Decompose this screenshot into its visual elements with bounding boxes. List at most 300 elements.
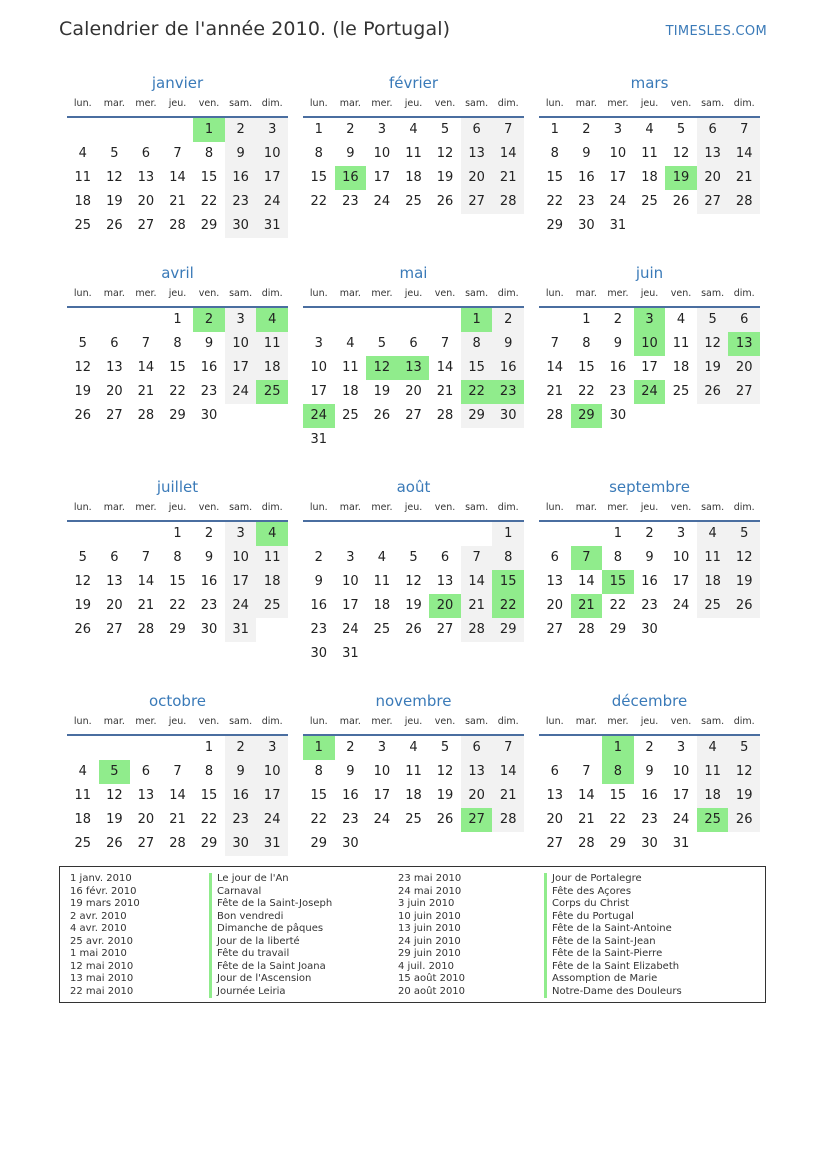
day-cell: 25 [641,194,658,209]
day-cell: 4 [409,122,418,137]
empty-cell [398,308,430,332]
day-cell: 9 [582,146,591,161]
day-cell: 3 [377,740,387,755]
month-name: décembre [611,692,688,710]
days-grid [303,118,524,214]
day-cell: 15 [546,170,564,185]
day-cell: 29 [609,836,627,851]
weekday-label: sam. [229,502,253,513]
day-cell: 2 [204,526,214,541]
empty-cell [335,522,367,546]
day-cell: 24 [672,812,690,827]
day-cell: 27 [546,622,564,637]
day-cell: 5 [377,336,387,351]
day-cell: 14 [578,788,595,803]
holiday-day-cell: 29 [571,404,603,428]
holiday-day-cell: 12 [366,356,398,380]
day-cell: 27 [461,190,493,214]
day-cell: 12 [74,360,92,375]
day-cell: 19 [373,384,391,399]
day-cell: 5 [409,550,418,565]
weekday-label: jeu. [168,288,187,299]
day-cell: 12 [436,146,454,161]
day-cell: 24 [609,194,627,209]
weekday-label: sam. [701,502,725,513]
day-cell: 15 [310,170,328,185]
day-cell: 16 [225,166,257,190]
day-cell: 2 [225,118,257,142]
weekday-header [303,712,524,736]
day-cell: 16 [641,574,658,589]
day-cell: 4 [676,312,686,327]
day-cell: 22 [169,384,186,399]
day-cell: 6 [550,550,559,565]
weekday-label: mar. [575,288,597,299]
weekday-header [539,498,760,522]
weekday-label: dim. [497,98,519,109]
day-cell: 27 [137,836,155,851]
holiday-day-cell: 27 [461,808,493,832]
weekday-label: ven. [198,716,220,727]
weekday-label: dim. [733,502,755,513]
holiday-day-cell: 4 [256,522,288,546]
day-cell: 25 [74,218,92,233]
day-cell: 24 [225,380,257,404]
month-name: août [396,478,431,496]
holiday-day-cell: 15 [492,570,524,594]
day-cell: 29 [200,218,218,233]
weekday-label: lun. [309,502,328,513]
day-cell: 20 [728,356,760,380]
day-cell: 19 [728,570,760,594]
weekday-label: sam. [701,98,725,109]
day-cell: 26 [728,808,760,832]
holiday-day-cell: 5 [99,760,131,784]
month-3 [67,262,288,452]
day-cell: 16 [578,170,595,185]
day-cell: 17 [373,170,391,185]
day-cell: 17 [225,356,257,380]
empty-cell [67,736,99,760]
day-cell: 16 [310,598,328,613]
day-cell: 17 [256,166,288,190]
day-cell: 31 [672,836,690,851]
holiday-date: 1 janv. 2010 [70,873,132,884]
month-9 [67,690,288,856]
day-cell: 9 [225,142,257,166]
holiday-name: Fête du Portugal [544,911,682,924]
day-cell: 28 [492,808,524,832]
day-cell: 29 [169,622,186,637]
holiday-name: Fête de la Saint Elizabeth [544,961,682,974]
day-cell: 26 [436,194,454,209]
weekday-label: dim. [261,288,283,299]
month-name: avril [161,264,194,282]
calendar-grid [67,72,760,856]
holiday-day-cell: 20 [429,594,461,618]
weekday-label: sam. [701,716,725,727]
day-cell: 13 [546,574,564,589]
weekday-label: sam. [465,98,489,109]
holiday-day-cell: 7 [571,546,603,570]
month-5 [539,262,760,452]
day-cell: 21 [137,598,155,613]
day-cell: 19 [728,784,760,808]
day-cell: 19 [74,384,92,399]
day-cell: 26 [74,622,92,637]
page-title: Calendrier de l'année 2010. (le Portugal) [59,18,451,40]
day-cell: 5 [78,550,87,565]
day-cell: 1 [204,740,214,755]
holiday-date: 13 mai 2010 [70,973,134,984]
day-cell: 3 [314,336,323,351]
empty-cell [99,308,131,332]
day-cell: 8 [314,764,323,779]
day-cell: 29 [492,618,524,642]
day-cell: 8 [173,550,182,565]
day-cell: 12 [106,170,123,185]
day-cell: 24 [256,190,288,214]
holiday-day-cell: 13 [398,356,430,380]
holiday-name: Bon vendredi [209,911,332,924]
day-cell: 24 [672,598,690,613]
empty-cell [303,522,335,546]
days-grid [539,736,760,856]
empty-cell [99,736,131,760]
holiday-name: Carnaval [209,886,332,899]
day-cell: 18 [74,812,92,827]
day-cell: 14 [169,788,186,803]
day-cell: 10 [373,764,391,779]
day-cell: 1 [314,122,323,137]
day-cell: 24 [256,808,288,832]
day-cell: 28 [728,190,760,214]
empty-cell [571,736,603,760]
holiday-name: Fête de la Saint-Joseph [209,898,332,911]
day-cell: 7 [440,336,450,351]
holiday-day-cell: 3 [634,308,666,332]
day-cell: 12 [697,332,729,356]
day-cell: 6 [461,118,493,142]
holiday-date: 16 févr. 2010 [70,885,137,897]
weekday-header [539,94,760,118]
day-cell: 15 [200,788,218,803]
empty-cell [130,308,162,332]
day-cell: 29 [310,836,328,851]
weekday-label: ven. [434,288,456,299]
weekday-label: mer. [371,716,393,727]
empty-cell [429,308,461,332]
month-4 [303,262,524,452]
empty-cell [303,308,335,332]
day-cell: 12 [405,574,422,589]
day-cell: 25 [405,812,422,827]
day-cell: 13 [137,170,155,185]
month-name: juin [635,264,664,282]
weekday-header [67,94,288,118]
day-cell: 20 [405,384,422,399]
day-cell: 14 [169,170,186,185]
day-cell: 25 [342,408,359,423]
day-cell: 4 [78,146,87,161]
holiday-date: 10 juin 2010 [398,910,461,922]
weekday-label: mar. [339,98,361,109]
day-cell: 21 [578,812,595,827]
day-cell: 15 [578,360,595,375]
day-cell: 2 [645,526,654,541]
day-cell: 5 [676,122,686,137]
holiday-name: Jour de la liberté [209,936,332,949]
day-cell: 30 [200,622,218,637]
day-cell: 14 [728,142,760,166]
holiday-name: Notre-Dame des Douleurs [544,986,682,999]
weekday-label: ven. [434,502,456,513]
day-cell: 15 [200,170,218,185]
day-cell: 6 [728,308,760,332]
day-cell: 9 [346,764,355,779]
day-cell: 23 [609,384,627,399]
day-cell: 7 [141,550,151,565]
holiday-day-cell: 23 [492,380,524,404]
day-cell: 17 [609,170,627,185]
day-cell: 4 [346,336,355,351]
day-cell: 1 [492,522,524,546]
day-cell: 26 [728,594,760,618]
day-cell: 23 [342,812,359,827]
weekday-label: mar. [339,288,361,299]
day-cell: 12 [672,146,690,161]
day-cell: 22 [200,812,218,827]
month-8 [539,476,760,666]
day-cell: 15 [609,788,627,803]
days-grid [303,308,524,452]
day-cell: 21 [169,812,186,827]
day-cell: 25 [256,594,288,618]
day-cell: 7 [492,736,524,760]
weekday-label: mar. [103,288,125,299]
day-cell: 17 [373,788,391,803]
day-cell: 7 [141,336,151,351]
weekday-label: jeu. [168,716,187,727]
holiday-day-cell: 1 [602,736,634,760]
holiday-day-cell: 4 [256,308,288,332]
day-cell: 18 [697,784,729,808]
holiday-day-cell: 22 [492,594,524,618]
day-cell: 4 [409,740,418,755]
day-cell: 2 [314,550,323,565]
day-cell: 27 [137,218,155,233]
day-cell: 11 [697,546,729,570]
day-cell: 10 [310,360,328,375]
day-cell: 3 [377,122,387,137]
month-2 [539,72,760,238]
holiday-date: 15 août 2010 [398,973,466,984]
empty-cell [130,736,162,760]
month-name: février [388,74,439,92]
month-1 [303,72,524,238]
holiday-day-cell: 24 [634,380,666,404]
day-cell: 26 [106,218,123,233]
holiday-day-cell: 13 [728,332,760,356]
weekday-label: jeu. [404,716,423,727]
weekday-label: mar. [575,98,597,109]
day-cell: 2 [346,740,355,755]
day-cell: 14 [436,360,454,375]
day-cell: 27 [546,836,564,851]
day-cell: 19 [106,812,123,827]
day-cell: 17 [256,784,288,808]
day-cell: 18 [697,570,729,594]
holiday-names-col-2 [544,873,682,998]
day-cell: 13 [461,142,493,166]
empty-cell [99,118,131,142]
day-cell: 2 [645,740,654,755]
holiday-legend [59,866,766,1003]
day-cell: 5 [728,736,760,760]
holiday-day-cell: 19 [665,166,697,190]
weekday-label: lun. [73,716,92,727]
weekday-header [303,498,524,522]
holiday-name: Dimanche de pâques [209,923,332,936]
holiday-date: 23 mai 2010 [398,873,462,884]
holiday-date: 4 avr. 2010 [70,923,127,934]
day-cell: 4 [645,122,654,137]
days-grid [67,118,288,238]
day-cell: 14 [492,760,524,784]
holiday-day-cell: 8 [602,760,634,784]
day-cell: 14 [461,570,493,594]
day-cell: 14 [578,574,595,589]
day-cell: 20 [546,598,564,613]
day-cell: 21 [436,384,454,399]
day-cell: 20 [137,194,155,209]
day-cell: 31 [342,646,359,661]
day-cell: 17 [225,570,257,594]
weekday-label: mar. [103,502,125,513]
day-cell: 21 [461,594,493,618]
day-cell: 30 [609,408,627,423]
empty-cell [67,308,99,332]
day-cell: 14 [492,142,524,166]
day-cell: 23 [200,598,218,613]
empty-cell [571,522,603,546]
day-cell: 9 [204,550,214,565]
day-cell: 18 [672,360,690,375]
day-cell: 18 [641,170,658,185]
day-cell: 24 [373,194,391,209]
empty-cell [130,522,162,546]
day-cell: 8 [461,332,493,356]
day-cell: 3 [346,550,355,565]
holiday-date: 3 juin 2010 [398,898,455,909]
month-6 [67,476,288,666]
empty-cell [539,736,571,760]
day-cell: 28 [169,218,186,233]
day-cell: 11 [373,574,391,589]
day-cell: 25 [672,384,690,399]
day-cell: 16 [342,788,359,803]
day-cell: 30 [492,404,524,428]
holiday-name: Fête des Açores [544,886,682,899]
month-11 [539,690,760,856]
weekday-label: mer. [135,502,157,513]
day-cell: 19 [405,598,422,613]
day-cell: 11 [256,332,288,356]
holiday-date: 12 mai 2010 [70,960,134,972]
holiday-name: Fête du travail [209,948,332,961]
day-cell: 8 [613,550,623,565]
day-cell: 28 [578,836,595,851]
day-cell: 30 [225,832,257,856]
day-cell: 2 [346,122,355,137]
day-cell: 12 [436,764,454,779]
day-cell: 25 [405,194,422,209]
weekday-label: jeu. [404,288,423,299]
day-cell: 22 [200,194,218,209]
holiday-day-cell: 25 [697,808,729,832]
weekday-label: lun. [309,98,328,109]
day-cell: 10 [256,142,288,166]
weekday-label: mer. [135,98,157,109]
day-cell: 4 [697,736,729,760]
day-cell: 2 [492,308,524,332]
empty-cell [162,118,194,142]
weekday-label: dim. [261,98,283,109]
day-cell: 11 [641,146,658,161]
days-grid [303,522,524,666]
days-grid [303,736,524,856]
day-cell: 19 [436,788,454,803]
day-cell: 18 [405,170,422,185]
day-cell: 18 [256,570,288,594]
day-cell: 14 [137,360,155,375]
day-cell: 5 [110,146,119,161]
day-cell: 20 [137,812,155,827]
day-cell: 19 [697,356,729,380]
day-cell: 4 [697,522,729,546]
holiday-date: 4 juil. 2010 [398,960,455,972]
day-cell: 6 [440,550,450,565]
weekday-label: mer. [371,502,393,513]
day-cell: 28 [546,408,564,423]
weekday-label: lun. [73,98,92,109]
weekday-label: mer. [607,288,629,299]
holiday-date: 19 mars 2010 [70,898,140,909]
day-cell: 22 [310,812,328,827]
weekday-label: sam. [229,98,253,109]
empty-cell [162,736,194,760]
day-cell: 21 [492,166,524,190]
day-cell: 10 [225,332,257,356]
day-cell: 29 [546,218,564,233]
holiday-name: Corps du Christ [544,898,682,911]
weekday-label: sam. [229,288,253,299]
day-cell: 10 [373,146,391,161]
day-cell: 25 [697,594,729,618]
day-cell: 19 [74,598,92,613]
brand-link[interactable]: TIMESLES.COM [665,24,767,39]
day-cell: 6 [110,336,119,351]
day-cell: 28 [461,618,493,642]
day-cell: 23 [225,190,257,214]
day-cell: 22 [546,194,564,209]
weekday-label: ven. [670,716,692,727]
day-cell: 9 [225,760,257,784]
day-cell: 20 [546,812,564,827]
day-cell: 27 [436,622,454,637]
day-cell: 20 [461,784,493,808]
empty-cell [429,522,461,546]
